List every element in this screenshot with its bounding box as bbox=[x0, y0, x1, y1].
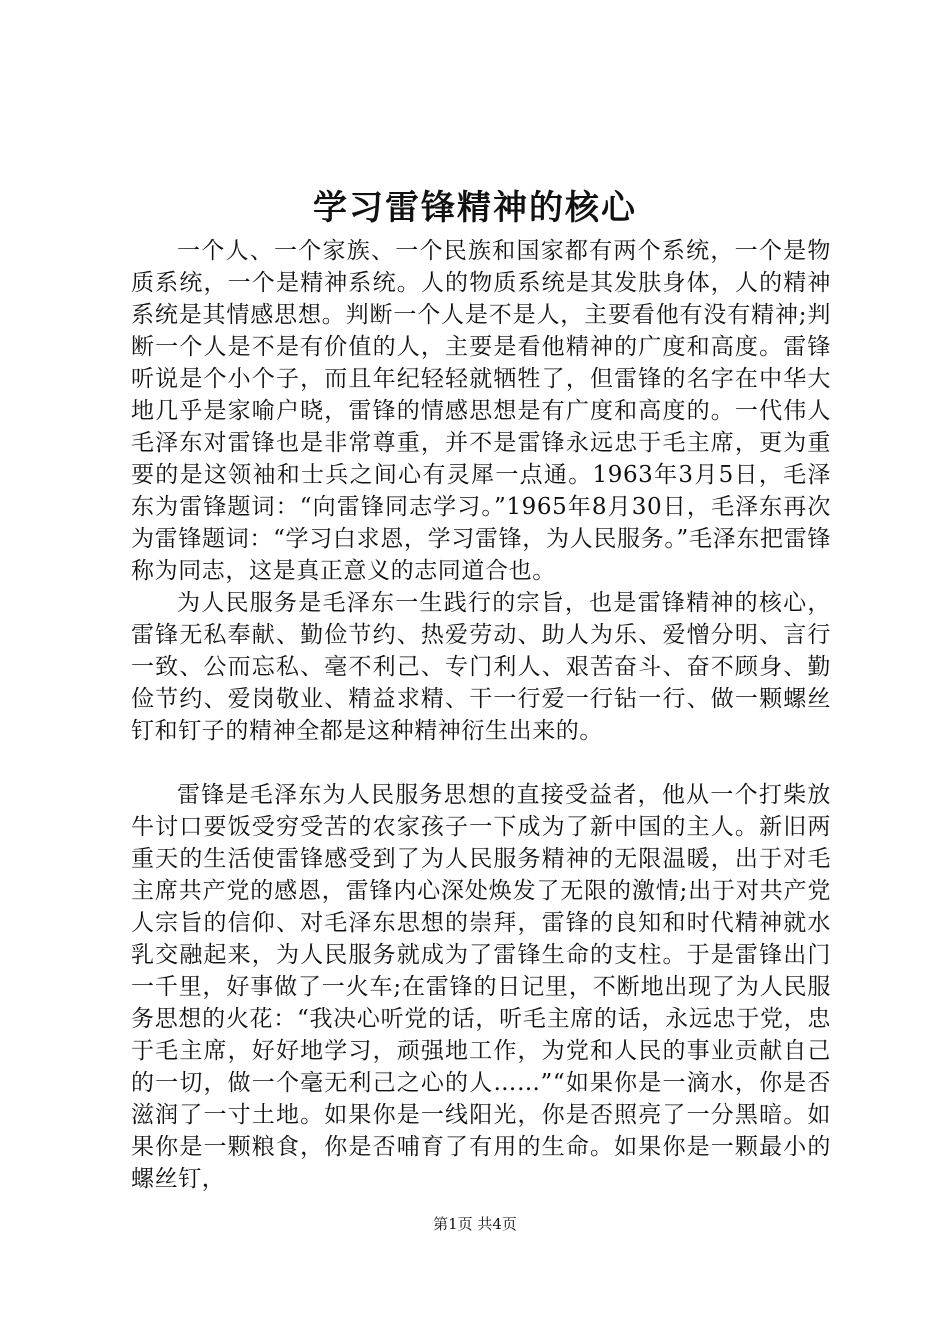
document-body bbox=[131, 235, 831, 1195]
paragraph-1: 一个人、一个家族、一个民族和国家都有两个系统，一个是物质系统，一个是精神系统。人的物质系统是其发肤身体，人的精神系统是其情感思想。判断一个人是不是人，主要看他有没有精神;判断一个人是不是有价值的人，主要是看他精神的广度和高度。雷锋听说是个小个子，而且年纪轻轻就牺牲了，但雷锋的名字在中华大地几乎是家喻户晓，雷锋的情感思想是有广度和高度的。一代伟人毛泽东对雷锋也是非常尊重，并不是雷锋永远忠于毛主席，更为重要的是这领袖和士兵之间心有灵犀一点通。1963年3月5日，毛泽东为雷锋题词：“向雷锋同志学习。”1965年8月30日，毛泽东再次为雷锋题词：“学习白求恩，学习雷锋，为人民服务。”毛泽东把雷锋称为同志，这是真正意义的志同道合也。 bbox=[131, 238, 831, 584]
paragraph-3: 雷锋是毛泽东为人民服务思想的直接受益者，他从一个打柴放牛讨口要饭受穷受苦的农家孩子一下成为了新中国的主人。新旧两重天的生活使雷锋感受到了为人民服务精神的无限温暖，出于对毛主席共产党的感恩，雷锋内心深处焕发了无限的激情;出于对共产党人宗旨的信仰、对毛泽东思想的崇拜，雷锋的良知和时代精神就水乳交融起来，为人民服务就成为了雷锋生命的支柱。于是雷锋出门一千里，好事做了一火车;在雷锋的日记里，不断地出现了为人民服务思想的火花：“我决心听党的话，听毛主席的话，永远忠于党，忠于毛主席，好好地学习，顽强地工作，为党和人民的事业贡献自己的一切，做一个毫无利己之心的人……”“如果你是一滴水，你是否滋润了一寸土地。如果你是一线阳光，你是否照亮了一分黑暗。如果你是一颗粮食，你是否哺育了有用的生命。如果你是一颗最小的螺丝钉， bbox=[131, 782, 831, 1192]
page-number-footer: 第1页 共4页 bbox=[433, 1215, 517, 1233]
paragraph-2: 为人民服务是毛泽东一生践行的宗旨，也是雷锋精神的核心，雷锋无私奉献、勤俭节约、热爱劳动、助人为乐、爱憎分明、言行一致、公而忘私、毫不利己、专门利人、艰苦奋斗、奋不顾身、勤俭节约、爱岗敬业、精益求精、干一行爱一行钻一行、做一颗螺丝钉和钉子的精神全都是这种精神衍生出来的。 bbox=[131, 590, 831, 744]
document-title: 学习雷锋精神的核心 bbox=[313, 188, 637, 228]
